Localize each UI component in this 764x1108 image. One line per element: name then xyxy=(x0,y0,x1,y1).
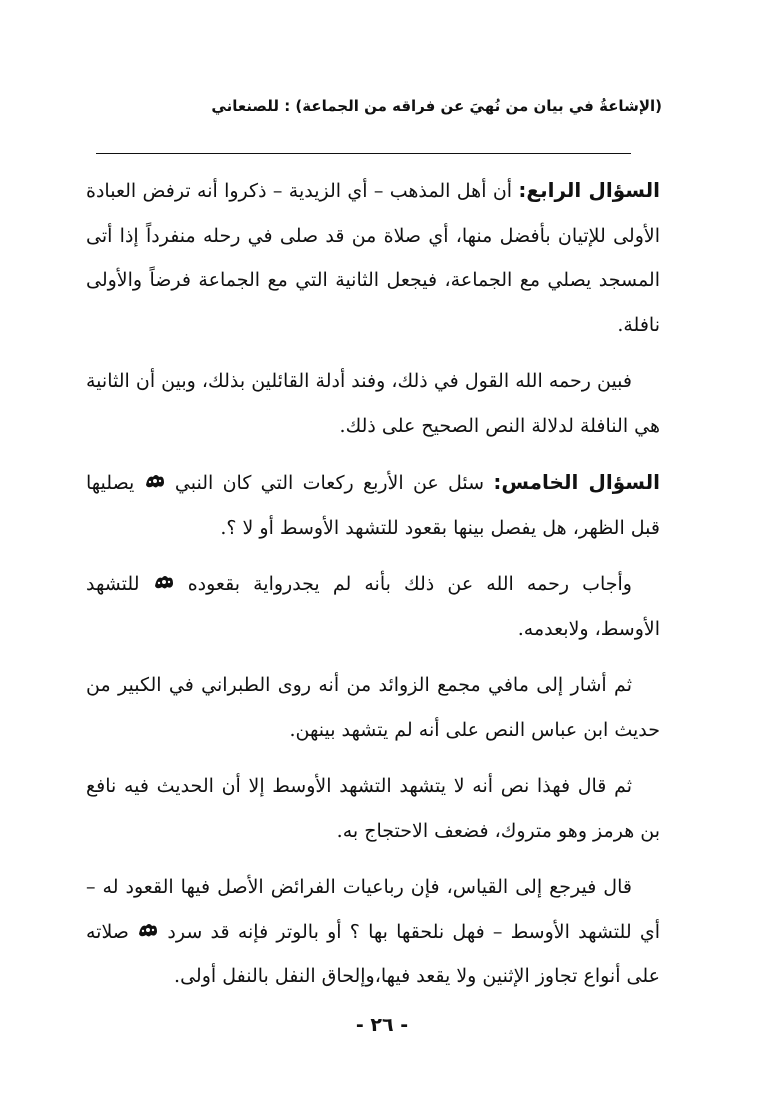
salawat-ligature-icon xyxy=(137,920,159,940)
paragraph-text: أن أهل المذهب – أي الزيدية – ذكروا أنه ترفض العبادة الأولى للإتيان بأفضل منها، أي صلاة من قد صلى في رحله منفرداً إذا أتى المسجد يصلي مع الجماعة، فيجعل الثانية التي مع الجماعة فرضاً والأولى نافلة. xyxy=(86,180,660,336)
header-rule xyxy=(96,153,631,154)
paragraph-text: يصليها قبل الظهر، هل يفصل بينها بقعود للتشهد الأوسط أو لا ؟. xyxy=(86,472,660,539)
page-number: - ٢٦ - xyxy=(355,1014,409,1036)
paragraph-majma-reference xyxy=(86,663,660,752)
salawat-ligature-icon xyxy=(153,572,175,592)
running-header: (الإشاعةُ في بيان من نُهيَ عن فراقه من الجماعة) : للصنعاني xyxy=(211,97,662,115)
salawat-ligature-icon xyxy=(144,471,166,491)
paragraph-hadith-weakness xyxy=(86,764,660,853)
body-text xyxy=(86,168,660,1011)
paragraph-qiyas xyxy=(86,865,660,999)
question-label: السؤال الخامس: xyxy=(493,470,660,494)
paragraph-answer-4 xyxy=(86,359,660,448)
paragraph-question-5 xyxy=(86,460,660,550)
paragraph-text: فبين رحمه الله القول في ذلك، وفند أدلة القائلين بذلك، وبين أن الثانية هي النافلة لدلالة النص الصحيح على ذلك. xyxy=(86,370,660,437)
paragraph-text: صلاته على أنواع تجاوز الإثنين ولا يقعد فيها،وإلحاق النفل بالنفل أولى. xyxy=(86,920,660,987)
question-label: السؤال الرابع: xyxy=(518,178,660,202)
paragraph-text: قال فيرجع إلى القياس، فإن رباعيات الفرائض الأصل فيها القعود له – أي للتشهد الأوسط – فهل نلحقها بها ؟ أو بالوتر فإنه قد سرد xyxy=(86,876,660,943)
paragraph-question-4 xyxy=(86,168,660,347)
paragraph-text: سئل عن الأربع ركعات التي كان النبي xyxy=(165,472,494,494)
paragraph-text: وأجاب رحمه الله عن ذلك بأنه لم يجدرواية بقعوده xyxy=(174,573,632,595)
paragraph-text: ثم أشار إلى مافي مجمع الزوائد من أنه روى الطبراني في الكبير من حديث ابن عباس النص على أنه لم يتشهد بينهن. xyxy=(86,674,660,741)
paragraph-text: ثم قال فهذا نص أنه لا يتشهد التشهد الأوسط إلا أن الحديث فيه نافع بن هرمز وهو متروك، فضعف الاحتجاج به. xyxy=(86,775,660,842)
paragraph-answer-5 xyxy=(86,562,660,651)
paragraph-text: للتشهد الأوسط، ولابعدمه. xyxy=(86,573,660,640)
